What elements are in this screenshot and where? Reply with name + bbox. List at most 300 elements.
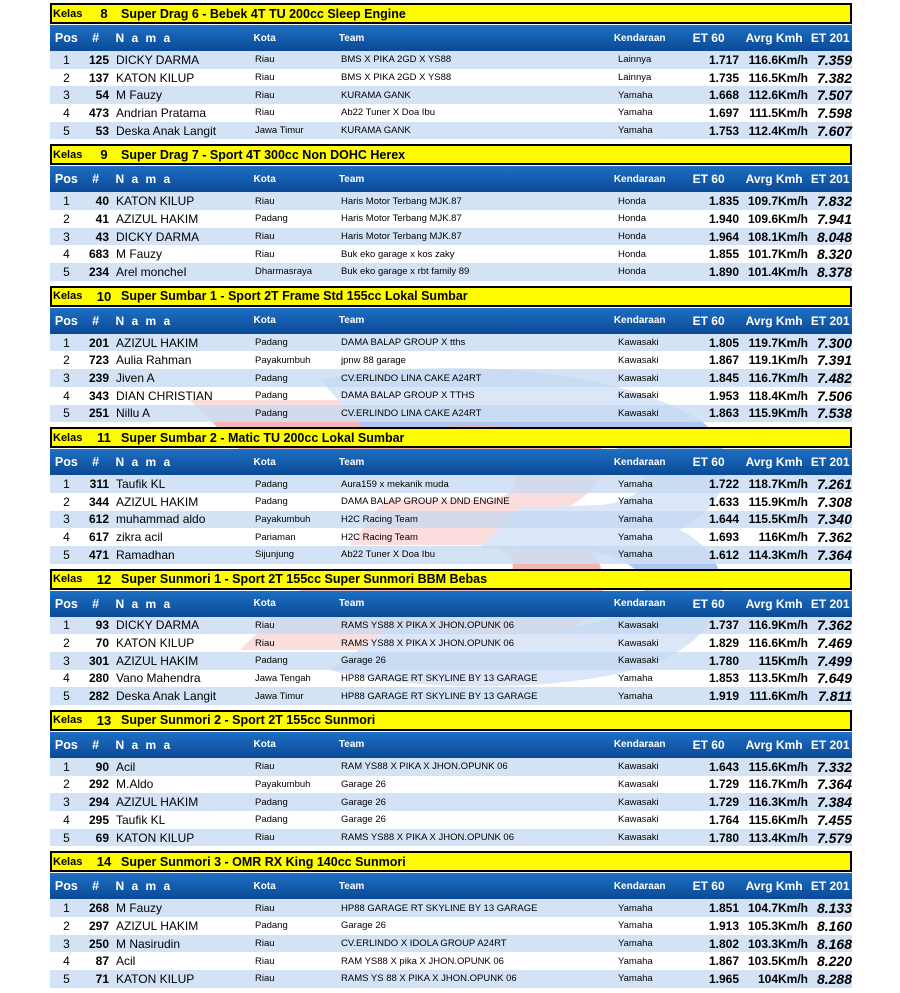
class-section (50, 144, 852, 285)
cell-nama: Acil (116, 954, 136, 969)
header-pos: Pos (54, 172, 78, 187)
cell-nama: DICKY DARMA (116, 229, 200, 244)
cell-pos: 4 (63, 671, 70, 686)
cell-nama: AZIZUL HAKIM (116, 918, 199, 933)
cell-kendaraan: Honda (618, 195, 646, 207)
cell-kota: Riau (255, 54, 275, 66)
cell-pos: 4 (63, 530, 70, 545)
cell-kota: Padang (255, 390, 288, 402)
cell-kota: Riau (255, 89, 275, 101)
cell-kota: Jawa Timur (255, 690, 304, 702)
cell-et201: 7.649 (816, 670, 852, 687)
cell-kendaraan: Kawasaki (618, 354, 659, 366)
header-avg: Avrg Kmh (745, 455, 803, 470)
cell-et201: 7.598 (816, 104, 852, 121)
kelas-name: Super Sunmori 1 - Sport 2T 155cc Super Sunmori BBM Bebas (121, 572, 488, 587)
cell-et60: 1.805 (708, 335, 739, 350)
header-no: # (92, 879, 100, 894)
kelas-label: Kelas (53, 148, 83, 161)
cell-avg: 118.7Km/h (748, 477, 808, 492)
table-row (50, 952, 852, 970)
cell-avg: 119.1Km/h (748, 353, 808, 368)
cell-team: HP88 GARAGE RT SKYLINE BY 13 GARAGE (341, 690, 538, 702)
kelas-number: 13 (96, 712, 112, 728)
table-row (50, 122, 852, 140)
cell-et201: 8.378 (816, 263, 852, 280)
header-kota: Kota (253, 173, 276, 185)
cell-nama: Acil (116, 759, 136, 774)
kelas-bar (50, 144, 852, 165)
header-pos: Pos (54, 31, 78, 45)
cell-avg: 111.5Km/h (749, 105, 808, 120)
cell-pos: 1 (63, 52, 70, 67)
cell-team: HP88 GARAGE RT SKYLINE BY 13 GARAGE (341, 672, 538, 684)
cell-pos: 1 (63, 901, 70, 916)
cell-team: Aura159 x mekanik muda (341, 478, 449, 490)
header-team: Team (338, 173, 365, 185)
cell-nama: Aulia Rahman (116, 353, 192, 368)
cell-nama: KATON KILUP (116, 70, 195, 85)
table-row (50, 334, 852, 352)
cell-kota: Payakumbuh (255, 513, 311, 525)
cell-pos: 1 (63, 194, 70, 209)
cell-avg: 119.7Km/h (748, 335, 808, 350)
cell-team: Garage 26 (341, 655, 386, 667)
cell-avg: 105.3Km/h (747, 918, 808, 933)
cell-nama: Ramadhan (116, 547, 175, 562)
table-row (50, 617, 852, 635)
cell-kendaraan: Kawasaki (618, 796, 659, 808)
cell-nama: M.Aldo (116, 777, 154, 792)
header-et201: ET 201 (810, 596, 850, 611)
header-et201: ET 201 (810, 879, 850, 894)
cell-pos: 4 (63, 954, 70, 969)
cell-kendaraan: Kawasaki (618, 637, 659, 649)
cell-avg: 101.7Km/h (747, 247, 808, 262)
header-nama: N a m a (115, 596, 173, 611)
kelas-bar (50, 3, 852, 24)
header-et60: ET 60 (692, 313, 725, 328)
cell-et60: 1.890 (708, 264, 739, 279)
cell-kendaraan: Yamaha (618, 125, 653, 137)
cell-pos: 3 (63, 653, 70, 668)
kelas-label: Kelas (53, 855, 83, 868)
kelas-number: 10 (96, 288, 112, 304)
cell-no: 297 (88, 918, 109, 933)
cell-et60: 1.867 (708, 353, 739, 368)
table-row (50, 69, 852, 87)
cell-no: 723 (88, 353, 109, 368)
header-et60: ET 60 (692, 879, 725, 894)
cell-nama: Arel moncheI (116, 264, 187, 279)
cell-pos: 2 (63, 211, 70, 226)
cell-kota: Riau (255, 938, 275, 950)
cell-kendaraan: Yamaha (618, 531, 653, 543)
cell-nama: muhammad aldo (116, 512, 206, 527)
table-row (50, 228, 852, 246)
cell-avg: 116.7Km/h (748, 777, 808, 792)
kelas-label: Kelas (53, 573, 83, 586)
cell-team: RAM YS88 X pika X JHON.OPUNK 06 (341, 955, 504, 967)
class-section (50, 569, 852, 710)
cell-no: 301 (88, 653, 109, 668)
table-row (50, 935, 852, 953)
table-row (50, 493, 852, 511)
header-pos: Pos (54, 313, 78, 328)
cell-no: 53 (95, 123, 109, 138)
header-kota: Kota (253, 32, 276, 44)
cell-et201: 7.482 (816, 370, 852, 386)
cell-pos: 3 (63, 371, 70, 385)
cell-et201: 7.391 (816, 352, 852, 369)
header-nama: N a m a (115, 313, 173, 328)
header-kota: Kota (253, 598, 276, 610)
table-row (50, 811, 852, 829)
cell-no: 234 (88, 264, 109, 279)
cell-nama: Andrian Pratama (116, 105, 207, 120)
header-no: # (92, 172, 100, 187)
cell-kendaraan: Yamaha (618, 690, 653, 702)
cell-team: Garage 26 (341, 778, 386, 790)
cell-et60: 1.753 (708, 123, 739, 138)
cell-team: H2C Racing Team (341, 513, 418, 525)
cell-kota: Riau (255, 761, 275, 773)
cell-et201: 7.579 (816, 829, 852, 846)
header-et60: ET 60 (692, 737, 725, 752)
kelas-number: 9 (100, 147, 108, 163)
cell-nama: AZIZUL HAKIM (116, 335, 199, 350)
header-avg: Avrg Kmh (745, 879, 803, 894)
cell-kota: Riau (255, 902, 275, 914)
cell-kota: Pariaman (255, 531, 296, 543)
cell-avg: 115.9Km/h (748, 494, 808, 509)
cell-avg: 109.7Km/h (747, 194, 808, 209)
cell-team: BMS X PIKA 2GD X YS88 (341, 72, 452, 84)
cell-pos: 3 (63, 936, 70, 951)
header-pos: Pos (54, 455, 78, 470)
cell-pos: 5 (63, 123, 70, 138)
table-row (50, 917, 852, 935)
kelas-name: Super Sumbar 1 - Sport 2T Frame Std 155cc Lokal Sumbar (121, 289, 468, 304)
cell-avg: 103.5Km/h (747, 954, 808, 969)
header-et201: ET 201 (810, 455, 850, 470)
cell-et201: 8.048 (816, 228, 852, 245)
kelas-number: 11 (97, 430, 111, 446)
kelas-name: Super Drag 7 - Sport 4T 300cc Non DOHC Herex (121, 147, 406, 162)
header-no: # (92, 455, 100, 470)
header-team: Team (338, 315, 365, 327)
cell-no: 683 (88, 247, 109, 262)
cell-kota: Riau (255, 248, 275, 260)
cell-avg: 109.6Km/h (747, 211, 808, 226)
kelas-label: Kelas (53, 7, 83, 20)
cell-et60: 1.964 (708, 229, 739, 244)
cell-kota: Padang (255, 337, 288, 349)
table-row (50, 546, 852, 564)
cell-pos: 2 (63, 494, 70, 509)
cell-kota: Riau (255, 195, 275, 207)
cell-no: 54 (95, 88, 109, 103)
cell-nama: M Fauzy (116, 901, 163, 916)
cell-no: 43 (95, 229, 109, 244)
cell-kota: Payakumbuh (255, 778, 311, 790)
cell-et60: 1.953 (708, 388, 739, 403)
cell-kendaraan: Honda (618, 231, 646, 243)
cell-et60: 1.835 (708, 194, 739, 209)
cell-avg: 112.6Km/h (748, 88, 808, 103)
table-row (50, 86, 852, 104)
header-kendaraan: Kendaraan (613, 32, 666, 44)
cell-pos: 5 (63, 971, 70, 986)
header-avg: Avrg Kmh (745, 596, 803, 611)
cell-nama: KATON KILUP (116, 830, 195, 845)
cell-kendaraan: Yamaha (618, 513, 653, 525)
cell-et60: 1.633 (708, 494, 739, 509)
kelas-bar (50, 710, 852, 731)
cell-et60: 1.612 (708, 547, 739, 562)
cell-nama: Taufik KL (116, 477, 166, 492)
cell-et60: 1.735 (708, 70, 739, 85)
cell-avg: 116.6Km/h (748, 636, 808, 651)
cell-kendaraan: Yamaha (618, 496, 653, 508)
cell-nama: Deska Anak Langit (116, 689, 217, 704)
table-row (50, 687, 852, 705)
cell-kendaraan: Kawasaki (618, 337, 659, 349)
cell-kota: Riau (255, 955, 275, 967)
kelas-number: 14 (96, 854, 112, 870)
cell-kendaraan: Yamaha (618, 549, 653, 561)
header-avg: Avrg Kmh (745, 737, 803, 752)
cell-no: 292 (88, 777, 109, 792)
cell-kota: Sijunjung (255, 549, 295, 561)
cell-no: 280 (88, 671, 109, 686)
table-header (50, 732, 852, 758)
cell-pos: 3 (63, 88, 70, 103)
cell-kota: Padang (255, 796, 288, 808)
cell-pos: 2 (63, 353, 70, 368)
cell-kota: Riau (255, 231, 275, 243)
kelas-number: 12 (96, 571, 112, 587)
cell-et60: 1.863 (708, 406, 739, 421)
cell-et201: 7.340 (816, 511, 852, 528)
cell-avg: 115.6Km/h (748, 812, 808, 827)
cell-et201: 8.220 (816, 953, 852, 970)
cell-et201: 7.455 (816, 811, 852, 828)
cell-no: 250 (88, 936, 109, 951)
header-et60: ET 60 (692, 455, 725, 470)
header-kendaraan: Kendaraan (613, 315, 666, 327)
cell-no: 617 (88, 530, 109, 545)
cell-no: 87 (95, 954, 109, 969)
cell-team: RAMS YS88 X PIKA X JHON.OPUNK 06 (341, 619, 514, 631)
cell-et201: 7.811 (818, 688, 852, 705)
cell-nama: Taufik KL (116, 812, 166, 827)
table-header (50, 308, 852, 334)
cell-kendaraan: Yamaha (618, 672, 653, 684)
cell-team: KURAMA GANK (341, 125, 411, 137)
cell-et60: 1.717 (708, 52, 739, 67)
table-row (50, 511, 852, 529)
cell-pos: 1 (63, 335, 70, 350)
cell-kendaraan: Kawasaki (618, 390, 659, 402)
cell-kota: Riau (255, 637, 275, 649)
table-row (50, 829, 852, 847)
cell-pos: 5 (63, 547, 70, 562)
cell-team: RAMS YS 88 X PIKA X JHON.OPUNK 06 (341, 973, 517, 985)
cell-et201: 7.362 (816, 617, 852, 634)
class-section (50, 851, 852, 992)
cell-no: 251 (88, 406, 109, 421)
cell-kendaraan: Kawasaki (618, 832, 659, 844)
cell-avg: 116.9Km/h (748, 618, 808, 633)
cell-et60: 1.855 (708, 247, 739, 262)
cell-no: 295 (88, 812, 109, 827)
header-kendaraan: Kendaraan (613, 880, 666, 892)
cell-pos: 3 (63, 795, 70, 810)
class-section (50, 710, 852, 851)
cell-team: Buk eko garage x kos zaky (341, 248, 455, 260)
cell-avg: 118.4Km/h (748, 388, 808, 403)
table-row (50, 776, 852, 794)
cell-pos: 1 (63, 477, 70, 492)
header-kota: Kota (253, 739, 276, 751)
cell-et60: 1.780 (708, 830, 739, 845)
cell-et201: 7.832 (816, 193, 852, 210)
header-et201: ET 201 (810, 313, 850, 328)
cell-kendaraan: Kawasaki (618, 372, 659, 384)
cell-et201: 8.320 (816, 246, 852, 263)
cell-avg: 115.6Km/h (748, 759, 808, 774)
cell-team: BMS X PIKA 2GD X YS88 (341, 54, 452, 66)
cell-nama: Jiven A (116, 371, 155, 385)
table-row (50, 793, 852, 811)
cell-et60: 1.722 (708, 477, 739, 492)
cell-et60: 1.919 (708, 689, 739, 704)
table-row (50, 104, 852, 122)
cell-kendaraan: Yamaha (618, 973, 653, 985)
cell-kendaraan: Kawasaki (618, 407, 659, 419)
cell-no: 40 (95, 194, 109, 209)
cell-et201: 7.499 (816, 652, 852, 669)
header-no: # (92, 737, 100, 752)
cell-avg: 101.4Km/h (747, 264, 808, 279)
cell-kendaraan: Yamaha (618, 478, 653, 490)
cell-kota: Padang (255, 655, 288, 667)
cell-kendaraan: Yamaha (618, 920, 653, 932)
cell-nama: KATON KILUP (116, 194, 195, 209)
cell-kota: Padang (255, 920, 288, 932)
cell-et60: 1.845 (708, 371, 739, 385)
table-row (50, 405, 852, 423)
cell-nama: M Fauzy (116, 88, 163, 103)
cell-avg: 104Km/h (757, 971, 808, 986)
cell-no: 201 (88, 335, 109, 350)
cell-kendaraan: Yamaha (618, 107, 653, 119)
header-et60: ET 60 (692, 172, 725, 187)
cell-team: Ab22 Tuner X Doa Ibu (341, 549, 436, 561)
header-team: Team (338, 456, 365, 468)
cell-avg: 112.4Km/h (748, 123, 808, 138)
cell-et201: 7.538 (816, 405, 852, 422)
cell-et60: 1.965 (708, 971, 739, 986)
cell-no: 90 (95, 759, 109, 774)
table-row (50, 634, 852, 652)
kelas-bar (50, 427, 852, 448)
cell-kota: Padang (255, 407, 288, 419)
cell-no: 125 (88, 52, 109, 67)
cell-no: 473 (88, 105, 109, 120)
cell-et60: 1.851 (708, 901, 739, 916)
header-avg: Avrg Kmh (745, 31, 803, 45)
cell-nama: Deska Anak Langit (116, 123, 217, 138)
cell-nama: KATON KILUP (116, 971, 195, 986)
cell-et60: 1.853 (708, 671, 739, 686)
header-avg: Avrg Kmh (745, 172, 803, 187)
cell-kota: Jawa Timur (255, 125, 304, 137)
cell-avg: 115Km/h (758, 653, 808, 668)
cell-avg: 111.6Km/h (749, 689, 808, 704)
cell-kendaraan: Kawasaki (618, 619, 659, 631)
cell-et201: 7.941 (816, 210, 852, 227)
cell-kota: Padang (255, 478, 288, 490)
cell-team: CV.ERLINDO X IDOLA GROUP A24RT (341, 938, 507, 950)
cell-no: 311 (89, 477, 109, 492)
kelas-bar (50, 851, 852, 872)
cell-et201: 7.469 (816, 635, 852, 652)
cell-nama: KATON KILUP (116, 636, 195, 651)
cell-no: 343 (88, 388, 109, 403)
cell-et201: 8.133 (816, 900, 852, 917)
header-team: Team (338, 880, 365, 892)
kelas-label: Kelas (53, 431, 83, 444)
cell-et60: 1.644 (708, 512, 739, 527)
cell-et60: 1.643 (708, 759, 739, 774)
cell-no: 137 (88, 70, 109, 85)
kelas-name: Super Sunmori 2 - Sport 2T 155cc Sunmori (121, 713, 376, 728)
header-team: Team (338, 739, 365, 751)
cell-team: Haris Motor Terbang MJK.87 (341, 231, 462, 243)
cell-pos: 4 (63, 105, 70, 120)
class-section (50, 286, 852, 427)
cell-nama: AZIZUL HAKIM (116, 795, 199, 810)
header-pos: Pos (54, 737, 78, 752)
cell-avg: 115.5Km/h (748, 512, 808, 527)
cell-et201: 7.300 (816, 334, 852, 351)
cell-pos: 2 (63, 777, 70, 792)
cell-et201: 8.288 (816, 970, 852, 987)
cell-no: 294 (88, 795, 109, 810)
cell-et60: 1.802 (708, 936, 739, 951)
header-team: Team (338, 32, 365, 44)
cell-kendaraan: Kawasaki (618, 814, 659, 826)
table-header (50, 25, 852, 51)
kelas-bar (50, 569, 852, 590)
header-et60: ET 60 (692, 31, 725, 45)
cell-nama: AZIZUL HAKIM (116, 211, 199, 226)
table-row (50, 899, 852, 917)
cell-no: 471 (88, 547, 109, 562)
header-et201: ET 201 (810, 737, 850, 752)
cell-et201: 7.261 (816, 476, 852, 493)
cell-kendaraan: Yamaha (618, 89, 653, 101)
table-row (50, 369, 852, 387)
cell-et201: 7.507 (816, 87, 852, 104)
cell-et201: 7.384 (816, 794, 852, 811)
cell-avg: 116.7Km/h (748, 371, 808, 385)
cell-team: Garage 26 (341, 796, 386, 808)
header-kendaraan: Kendaraan (613, 598, 666, 610)
cell-pos: 1 (63, 618, 70, 633)
